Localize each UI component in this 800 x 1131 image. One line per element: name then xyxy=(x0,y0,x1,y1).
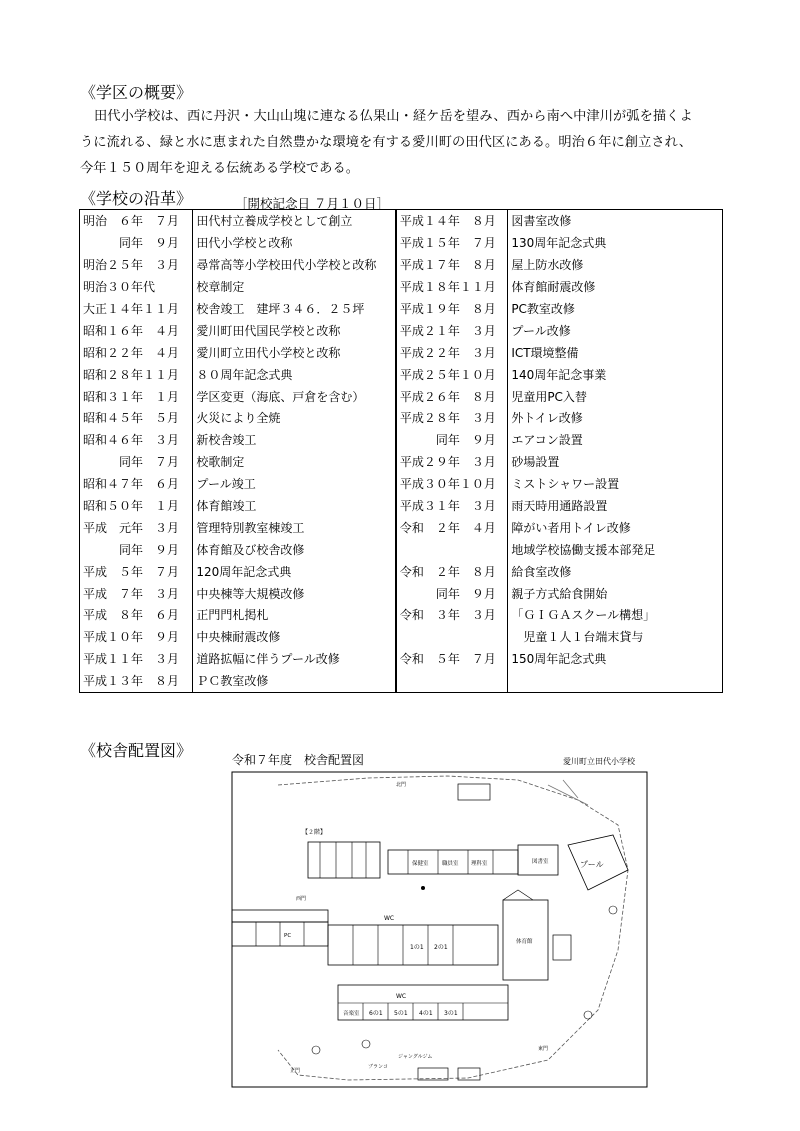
history-event: プール竣工 xyxy=(193,473,396,495)
history-event: 地域学校協働支援本部発足 xyxy=(508,538,723,560)
history-date: 令和 ３年 ３月 xyxy=(396,604,508,626)
history-heading: 《学校の沿革》 xyxy=(80,189,193,208)
overview-heading: 《学区の概要》 xyxy=(80,83,193,102)
history-date: 平成３０年１０月 xyxy=(396,473,508,495)
history-date xyxy=(396,538,508,560)
label-jungle: ジャングルジム xyxy=(398,1054,433,1060)
room-library: 図書室 xyxy=(532,859,549,865)
history-event: 屋上防水改修 xyxy=(508,254,723,276)
history-row xyxy=(80,495,723,517)
history-date: 平成１８年１１月 xyxy=(396,276,508,298)
tree xyxy=(362,1040,370,1048)
history-row xyxy=(80,516,723,538)
history-event: ICT環境整備 xyxy=(508,341,723,363)
label-east-gate: 東門 xyxy=(538,1046,549,1052)
history-event: 障がい者用トイレ改修 xyxy=(508,516,723,538)
history-event: 中央棟耐震改修 xyxy=(193,626,396,648)
history-row xyxy=(80,210,723,232)
history-event: 学区変更（海底、戸倉を含む） xyxy=(193,385,396,407)
history-event: 管理特別教室棟竣工 xyxy=(193,516,396,538)
tree xyxy=(609,906,617,914)
history-row xyxy=(80,298,723,320)
west-corridor xyxy=(232,910,328,922)
history-date: 同年 ９月 xyxy=(80,538,193,560)
history-date: 平成 ５年 ７月 xyxy=(80,560,193,582)
history-event: 図書室改修 xyxy=(508,210,723,232)
history-date: 昭和５０年 １月 xyxy=(80,495,193,517)
map-frame xyxy=(232,772,647,1087)
room-pc: PC xyxy=(284,933,292,939)
history-event: 校舎竣工 建坪３４６．２５坪 xyxy=(193,298,396,320)
history-date: 平成１１年 ３月 xyxy=(80,648,193,670)
history-event: 雨天時用通路設置 xyxy=(508,495,723,517)
history-date: 平成１５年 ７月 xyxy=(396,232,508,254)
label-gym: 体育館 xyxy=(516,939,533,945)
history-event: 田代村立養成学校として創立 xyxy=(193,210,396,232)
history-date: 平成 ８年 ６月 xyxy=(80,604,193,626)
history-event: 150周年記念式典 xyxy=(508,648,723,670)
history-row xyxy=(80,538,723,560)
history-row xyxy=(80,604,723,626)
label-pool: プール xyxy=(580,860,604,869)
history-date: 令和 ２年 ８月 xyxy=(396,560,508,582)
history-date: 明治３０年代 xyxy=(80,276,193,298)
history-date: 平成１３年 ８月 xyxy=(80,670,193,692)
history-event xyxy=(508,670,723,692)
history-date: 同年 ９月 xyxy=(396,582,508,604)
north-small-building xyxy=(458,784,490,800)
history-event: 体育館耐震改修 xyxy=(508,276,723,298)
history-event: 校章制定 xyxy=(193,276,396,298)
north-west-building xyxy=(308,842,380,878)
history-event: 外トイレ改修 xyxy=(508,407,723,429)
history-date xyxy=(396,626,508,648)
history-date xyxy=(396,670,508,692)
room-health: 保健室 xyxy=(412,861,429,867)
history-table xyxy=(79,209,723,693)
history-date: 令和 ５年 ７月 xyxy=(396,648,508,670)
history-row xyxy=(80,473,723,495)
history-date: 平成２２年 ３月 xyxy=(396,341,508,363)
history-date: 平成 元年 ３月 xyxy=(80,516,193,538)
label-swing: ブランコ xyxy=(368,1064,389,1070)
history-event: 120周年記念式典 xyxy=(193,560,396,582)
history-event: 正門門札掲札 xyxy=(193,604,396,626)
history-event: 親子方式給食開始 xyxy=(508,582,723,604)
room-1-1: 1の1 xyxy=(410,944,424,951)
history-event: 体育館竣工 xyxy=(193,495,396,517)
bike-shed xyxy=(458,1068,480,1080)
history-date: 昭和２２年 ４月 xyxy=(80,341,193,363)
history-date: 大正１４年１１月 xyxy=(80,298,193,320)
history-date: 平成２５年１０月 xyxy=(396,363,508,385)
history-event: 130周年記念式典 xyxy=(508,232,723,254)
history-date: 令和 ２年 ４月 xyxy=(396,516,508,538)
history-event: 中央棟等大規模改修 xyxy=(193,582,396,604)
history-date: 平成１７年 ８月 xyxy=(396,254,508,276)
history-row xyxy=(80,451,723,473)
wc-south: WC xyxy=(396,993,407,1000)
history-row xyxy=(80,560,723,582)
room-music: 音楽室 xyxy=(343,1011,360,1017)
history-event: 砂場設置 xyxy=(508,451,723,473)
tree xyxy=(312,1046,320,1054)
history-row xyxy=(80,341,723,363)
history-date: 同年 ７月 xyxy=(80,451,193,473)
room-2-1: 2の1 xyxy=(434,944,448,951)
history-event: 「ＧＩＧＡスクール構想」 xyxy=(508,604,723,626)
small-building-east xyxy=(553,935,571,960)
history-event: 140周年記念事業 xyxy=(508,363,723,385)
history-event: プール改修 xyxy=(508,319,723,341)
history-event: 給食室改修 xyxy=(508,560,723,582)
overview-line: 田代小学校は、西に丹沢・大山山塊に連なる仏果山・経ケ岳を望み、西から南へ中津川が弧を描くよ xyxy=(94,109,693,124)
overview-line: 今年１５０周年を迎える伝統ある学校である。 xyxy=(80,161,360,176)
history-event: 愛川町田代国民学校と改称 xyxy=(193,319,396,341)
history-event: 愛川町立田代小学校と改称 xyxy=(193,341,396,363)
label-main-gate: 正門 xyxy=(290,1068,301,1074)
history-date: 平成３１年 ３月 xyxy=(396,495,508,517)
history-row xyxy=(80,363,723,385)
history-event: 校歌制定 xyxy=(193,451,396,473)
room-3-1: 3の1 xyxy=(444,1010,458,1017)
history-event: エアコン設置 xyxy=(508,429,723,451)
history-row xyxy=(80,626,723,648)
history-row xyxy=(80,276,723,298)
history-row xyxy=(80,385,723,407)
floor-label: 【２階】 xyxy=(302,829,327,836)
history-row xyxy=(80,254,723,276)
history-row xyxy=(80,648,723,670)
history-date: 昭和２８年１１月 xyxy=(80,363,193,385)
history-date: 平成１０年 ９月 xyxy=(80,626,193,648)
history-event: 児童用PC入替 xyxy=(508,385,723,407)
history-date: 昭和４６年 ３月 xyxy=(80,429,193,451)
history-event: 児童１人１台端末貸与 xyxy=(508,626,723,648)
history-date: 平成２９年 ３月 xyxy=(396,451,508,473)
history-date: 平成２８年 ３月 xyxy=(396,407,508,429)
label-west-gate: 西門 xyxy=(296,896,307,902)
map-title: 令和７年度 校舎配置図 xyxy=(232,753,365,767)
history-row xyxy=(80,407,723,429)
history-event: 体育館及び校舎改修 xyxy=(193,538,396,560)
room-staff: 職員室 xyxy=(442,861,459,867)
history-date: 平成 ７年 ３月 xyxy=(80,582,193,604)
history-date: 昭和３１年 １月 xyxy=(80,385,193,407)
history-row xyxy=(80,582,723,604)
tree xyxy=(584,1011,592,1019)
history-date: 昭和４５年 ５月 xyxy=(80,407,193,429)
layout-map-heading: 《校舎配置図》 xyxy=(80,741,193,760)
history-row xyxy=(80,429,723,451)
wc-middle: WC xyxy=(384,915,395,922)
history-date: 明治 ６年 ７月 xyxy=(80,210,193,232)
history-row xyxy=(80,232,723,254)
history-event: 田代小学校と改称 xyxy=(193,232,396,254)
flag-pole xyxy=(421,886,425,890)
overview-paragraph xyxy=(80,104,730,182)
founding-day-note: ［開校記念日 ７月１０日］ xyxy=(235,196,389,211)
school-layout-map xyxy=(218,750,660,1095)
history-date: 平成１９年 ８月 xyxy=(396,298,508,320)
history-date: 昭和４７年 ６月 xyxy=(80,473,193,495)
history-row xyxy=(80,319,723,341)
path-line xyxy=(548,780,588,805)
history-event: PC教室改修 xyxy=(508,298,723,320)
room-6-1: 6の1 xyxy=(369,1010,383,1017)
overview-line: うに流れる、緑と水に恵まれた自然豊かな環境を有する愛川町の田代区にある。明治６年に創立され、 xyxy=(80,135,693,150)
history-date: 明治２５年 ３月 xyxy=(80,254,193,276)
history-event: ８０周年記念式典 xyxy=(193,363,396,385)
history-event: 尋常高等小学校田代小学校と改称 xyxy=(193,254,396,276)
history-event: 火災により全焼 xyxy=(193,407,396,429)
label-north-gate: 北門 xyxy=(396,782,407,788)
history-event: ＰＣ教室改修 xyxy=(193,670,396,692)
history-date: 同年 ９月 xyxy=(80,232,193,254)
history-event: 道路拡幅に伴うプール改修 xyxy=(193,648,396,670)
history-date: 平成２６年 ８月 xyxy=(396,385,508,407)
history-date: 平成２１年 ３月 xyxy=(396,319,508,341)
room-science: 理科室 xyxy=(471,861,488,867)
history-date: 平成１４年 ８月 xyxy=(396,210,508,232)
history-event: 新校舎竣工 xyxy=(193,429,396,451)
room-4-1: 4の1 xyxy=(419,1010,433,1017)
history-row xyxy=(80,670,723,692)
history-event: ミストシャワー設置 xyxy=(508,473,723,495)
map-school-name: 愛川町立田代小学校 xyxy=(563,757,635,766)
room-5-1: 5の1 xyxy=(394,1010,408,1017)
history-date: 昭和１６年 ４月 xyxy=(80,319,193,341)
history-date: 同年 ９月 xyxy=(396,429,508,451)
